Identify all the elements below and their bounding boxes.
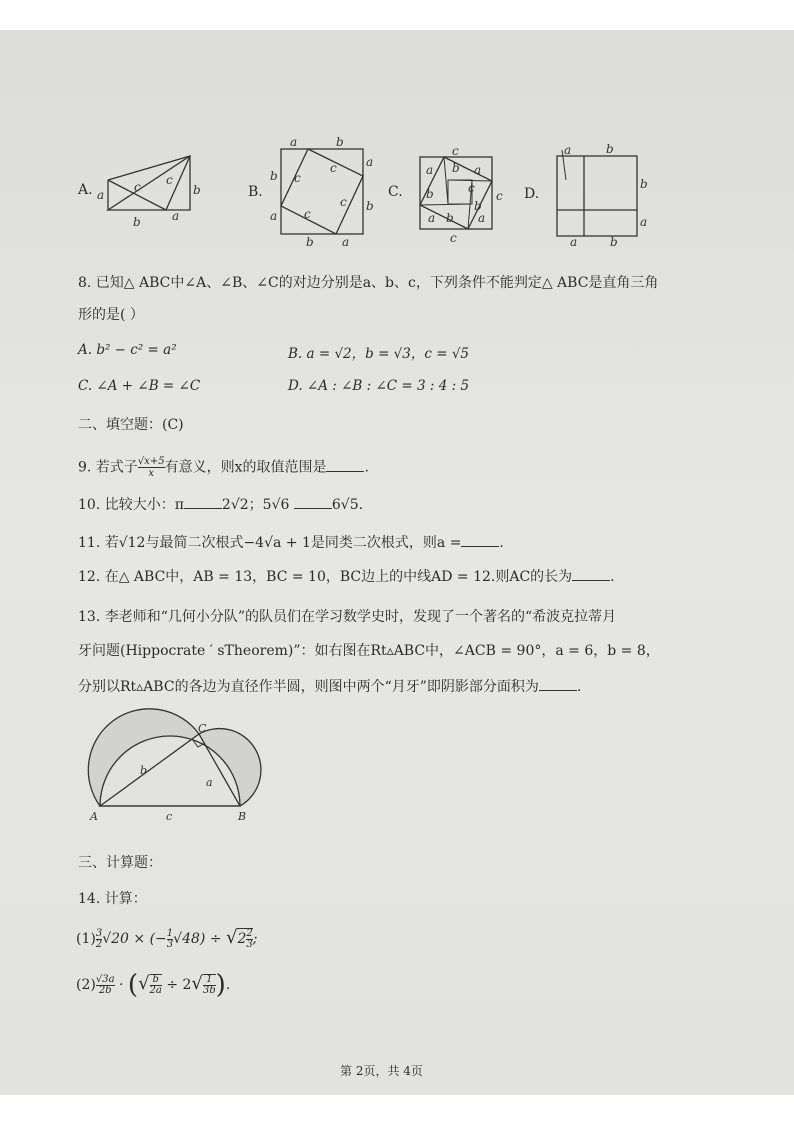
q13-fig-side-c: c xyxy=(166,810,173,823)
fig-b-mark: a xyxy=(290,135,298,149)
q14-p1-frac2-den: 3 xyxy=(166,938,174,950)
q14-p2-open-paren: ( xyxy=(127,970,139,1000)
q14-p2-frac2 xyxy=(150,974,162,996)
q9-end: . xyxy=(364,459,369,476)
fig-c-mark: c xyxy=(496,189,503,203)
fig-a-mark: b xyxy=(133,215,141,229)
q13-line1: 13. 李老师和“几何小分队”的队员们在学习数学史时，发现了一个著名的“希波克拉蒂月 xyxy=(78,609,617,625)
q8-line1: 8. 已知△ ABC中∠A、∠B、∠C的对边分别是a、b、c，下列条件不能判定△ ABC是直角三角 xyxy=(78,275,659,291)
q13-fig-side-a: a xyxy=(206,776,213,789)
fig-b-mark: c xyxy=(340,195,347,209)
q11-end: . xyxy=(499,535,504,551)
fig-b-mark: b xyxy=(366,199,374,213)
q14-part2 xyxy=(76,970,231,1000)
q13-fig-vertex-a: A xyxy=(90,810,98,823)
figure-d xyxy=(556,142,648,249)
q14-p1-frac2-num: 1 xyxy=(166,927,174,939)
q14-p2-close-paren: ) xyxy=(215,970,226,1000)
fig-b-mark: c xyxy=(304,207,311,221)
fig-d-mark: b xyxy=(610,235,618,249)
fig-c-mark: b xyxy=(452,161,460,175)
q14-p2-frac2-num: b xyxy=(150,975,162,986)
figure-a xyxy=(97,150,210,230)
fig-c-mark: c xyxy=(468,181,475,195)
q14-p1-whole: 2 xyxy=(237,928,246,947)
q14-p2-label: (2) xyxy=(76,977,96,993)
q14-p2-frac1-num: √3a xyxy=(95,973,115,985)
q11 xyxy=(78,532,504,552)
q12-pre: 12. 在△ ABC中，AB = 13，BC = 10，BC边上的中线AD = 12.则AC的长为 xyxy=(78,569,573,585)
option-a-label: A. xyxy=(78,182,93,198)
fig-a-mark: c xyxy=(166,173,173,187)
figure-c xyxy=(418,144,503,245)
q14-p1-frac3-den: 3 xyxy=(246,939,253,950)
q14-part1 xyxy=(76,928,258,950)
fig-c-mark: a xyxy=(428,211,436,225)
q8-option-d: D. ∠A : ∠B : ∠C = 3 : 4 : 5 xyxy=(288,378,470,394)
q8-option-a: A. b² − c² = a² xyxy=(78,342,177,358)
fig-c-mark: a xyxy=(426,163,434,177)
q8-option-c: C. ∠A + ∠B = ∠C xyxy=(78,378,201,394)
q8-line2: 形的是( ） xyxy=(78,307,144,323)
section-calc-title: 三、计算题： xyxy=(78,855,162,871)
fig-d-mark: a xyxy=(640,215,648,229)
q14-p1-radical: √ xyxy=(226,927,238,948)
fig-d-mark: b xyxy=(606,142,614,156)
q9-pre: 9. 若式子 xyxy=(78,459,138,476)
fig-b-mark: a xyxy=(270,209,278,223)
q14-p2-frac3-den: 3b xyxy=(202,985,216,996)
q9-numerator: √x+5 xyxy=(137,456,165,467)
q13-line2: 牙问题(Hippocrate ′ sTheorem)”：如右图在Rt▵ABC中，∠ACB = 90°，a = 6，b = 8， xyxy=(78,643,660,659)
fig-a-mark: a xyxy=(172,209,180,223)
q12 xyxy=(78,566,615,586)
q10-mid2: 6√5 xyxy=(331,497,359,513)
q14-p1-frac1-den: 2 xyxy=(95,938,103,950)
fig-b-mark: b xyxy=(306,235,314,249)
q11-pre: 11. 若√12与最简二次根式−4√a + 1是同类二次根式，则a = xyxy=(78,535,462,551)
page-footer: 第 2页，共 4页 xyxy=(340,1064,423,1078)
q8-option-b: B. a = √2，b = √3，c = √5 xyxy=(288,346,470,362)
option-b-label: B. xyxy=(248,184,263,200)
q14-p2-radical-2: √ xyxy=(191,973,203,994)
q14-p1-frac1-num: 3 xyxy=(95,927,103,939)
fig-d-mark: a xyxy=(564,143,572,157)
fig-c-mark: b xyxy=(426,187,434,201)
q9-post: 有意义，则x的取值范围是 xyxy=(164,459,327,476)
fig-b-mark: a xyxy=(342,235,350,249)
q9 xyxy=(78,456,369,479)
q14-p2-frac2-den: 2a xyxy=(149,985,162,996)
fig-d-mark: b xyxy=(640,177,648,191)
q14-p1-end: ; xyxy=(252,931,258,947)
q14-p1-r1: √20 × (− xyxy=(102,931,167,947)
fig-c-mark: b xyxy=(474,199,482,213)
q12-end: . xyxy=(610,569,615,585)
q10-end: . xyxy=(358,497,364,513)
q13-fig-side-b: b xyxy=(140,764,148,777)
q13-end: . xyxy=(576,679,582,695)
fig-b-mark: c xyxy=(330,161,337,175)
q10-mid1: 2√2；5√6 xyxy=(221,497,290,513)
q14-p2-end: . xyxy=(225,977,231,993)
q14-p2-dot: · xyxy=(119,977,124,993)
fig-c-mark: b xyxy=(446,211,454,225)
q14-p2-frac3 xyxy=(203,974,216,996)
section-fill-in-title: 二、填空题：(C) xyxy=(78,417,184,433)
q9-denominator: x xyxy=(148,468,155,479)
fig-c-mark: c xyxy=(452,144,459,158)
q10-blank-1[interactable] xyxy=(184,496,222,509)
fig-b-mark: b xyxy=(336,135,344,149)
q14-p2-div: ÷ 2 xyxy=(166,977,192,993)
q13-blank[interactable] xyxy=(539,678,577,691)
option-d-label: D. xyxy=(524,186,540,202)
fig-b-mark: c xyxy=(294,171,301,185)
q13-line3 xyxy=(78,676,581,696)
q13-fig-vertex-c: C xyxy=(198,722,207,735)
q9-fraction xyxy=(138,456,165,479)
q11-blank[interactable] xyxy=(461,534,499,547)
q13-fig-vertex-b: B xyxy=(238,810,247,823)
fig-b-mark: b xyxy=(270,169,278,183)
q13-lune-figure xyxy=(88,718,268,828)
fig-b-mark: a xyxy=(366,155,374,169)
q13-line3-text: 分别以Rt▵ABC的各边为直径作半圆，则图中两个“月牙”即阴影部分面积为 xyxy=(78,679,539,695)
fig-a-mark: a xyxy=(97,188,105,202)
q10-pre: 10. 比较大小：π xyxy=(78,497,184,513)
option-c-label: C. xyxy=(388,184,403,200)
q10 xyxy=(78,494,363,514)
fig-c-mark: c xyxy=(450,231,457,245)
q14-p1-frac3-num: 2 xyxy=(246,928,253,939)
q12-blank[interactable] xyxy=(572,568,610,581)
q14-p2-frac1-den: 2b xyxy=(98,984,112,996)
fig-a-mark: b xyxy=(193,183,201,197)
q9-blank[interactable] xyxy=(326,459,364,472)
q14-p1-r2: √48) ÷ xyxy=(173,931,222,947)
q10-blank-2[interactable] xyxy=(294,496,332,509)
fig-c-mark: a xyxy=(478,211,486,225)
q14-p2-frac1 xyxy=(96,975,115,996)
fig-a-mark: c xyxy=(134,180,141,194)
q14-p1-label: (1) xyxy=(76,931,96,947)
fig-d-mark: a xyxy=(570,235,578,249)
q14-p2-radical-1: √ xyxy=(138,973,150,994)
q14-title: 14. 计算： xyxy=(78,891,147,907)
q14-p2-frac3-num: 1 xyxy=(203,975,216,986)
fig-c-mark: a xyxy=(474,163,482,177)
figure-b xyxy=(270,135,374,249)
